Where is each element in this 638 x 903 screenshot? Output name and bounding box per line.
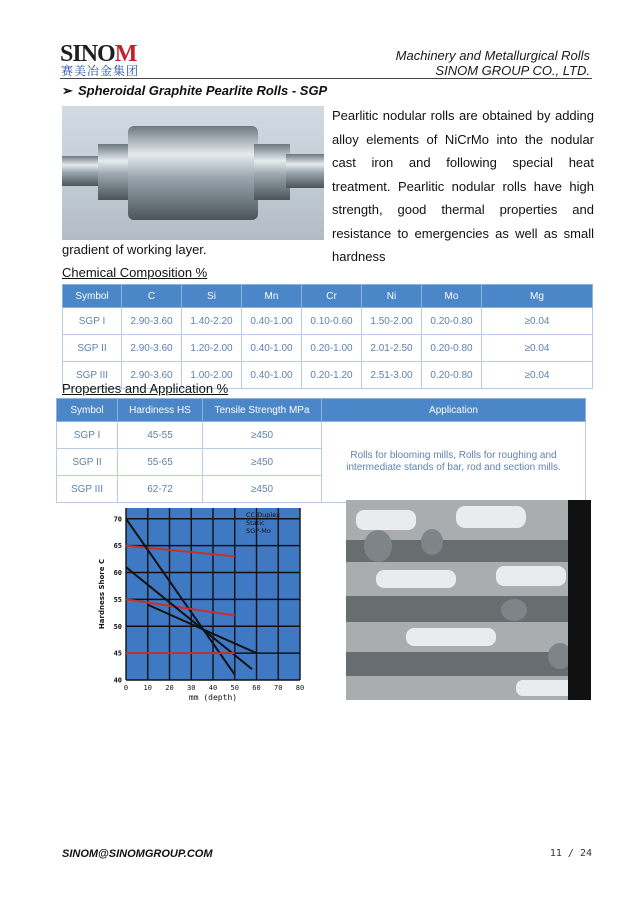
column-header: Application bbox=[322, 399, 586, 422]
column-header: C bbox=[122, 285, 182, 308]
y-tick-label: 65 bbox=[113, 542, 122, 551]
hardness-chart bbox=[96, 498, 308, 710]
footer-email: SINOM@SINOMGROUP.COM bbox=[62, 848, 213, 860]
header-company-info bbox=[396, 48, 590, 78]
logo-text-b: M bbox=[114, 41, 137, 67]
table-header-row bbox=[57, 399, 586, 422]
x-tick-label: 80 bbox=[295, 684, 305, 692]
table-row bbox=[63, 308, 593, 335]
table-cell: ≥0.04 bbox=[482, 308, 593, 335]
x-tick-label: 70 bbox=[274, 684, 283, 692]
x-axis-label: mm (depth) bbox=[188, 693, 238, 702]
column-header: Hardiness HS bbox=[118, 399, 203, 422]
x-tick-label: 20 bbox=[165, 684, 174, 692]
y-tick-label: 50 bbox=[113, 622, 122, 631]
column-header: Symbol bbox=[57, 399, 118, 422]
application-cell: Rolls for blooming mills, Rolls for roughing and intermediate stands of bar, rod and section mills. bbox=[322, 422, 586, 503]
table-cell: SGP I bbox=[57, 422, 118, 449]
legend-label: CC Duplex bbox=[246, 511, 280, 519]
description-paragraph: Pearlitic nodular rolls are obtained by adding alloy elements of NiCrMo into the nodular cast iron and following special heat treatment. Pearlitic nodular rolls have high strength, good thermal properties and resistance to emergencies as well as small hardness bbox=[332, 108, 594, 264]
x-tick-label: 30 bbox=[187, 684, 196, 692]
table-cell: SGP I bbox=[63, 308, 122, 335]
chemical-table bbox=[62, 284, 593, 389]
table-cell: ≥450 bbox=[203, 476, 322, 503]
y-tick-label: 40 bbox=[113, 676, 122, 685]
column-header: Si bbox=[182, 285, 242, 308]
table-row bbox=[57, 422, 586, 449]
table-cell: 2.90-3.60 bbox=[122, 362, 182, 389]
y-axis-label: Hardness Shore C bbox=[98, 558, 106, 630]
table-cell: 0.40-1.00 bbox=[242, 308, 302, 335]
table-cell: 45-55 bbox=[118, 422, 203, 449]
company-logo bbox=[60, 42, 136, 66]
table-cell: 0.10-0.60 bbox=[302, 308, 362, 335]
table-cell: 0.20-0.80 bbox=[422, 335, 482, 362]
table-cell: 0.40-1.00 bbox=[242, 362, 302, 389]
x-tick-label: 0 bbox=[123, 684, 129, 692]
description-paragraph-tail: gradient of working layer. bbox=[62, 242, 207, 257]
section-title bbox=[62, 83, 327, 99]
table-row bbox=[63, 335, 593, 362]
header-line-1: Machinery and Metallurgical Rolls bbox=[395, 48, 590, 63]
column-header: Mo bbox=[422, 285, 482, 308]
microstructure-photo bbox=[346, 500, 591, 700]
table-cell: 1.40-2.20 bbox=[182, 308, 242, 335]
header-line-2: SINOM GROUP CO., LTD. bbox=[435, 63, 590, 78]
y-tick-label: 60 bbox=[113, 569, 122, 577]
section-title-text: Spheroidal Graphite Pearlite Rolls - SGP bbox=[78, 83, 328, 98]
table-cell: 1.00-2.00 bbox=[182, 362, 242, 389]
legend-label: SGP-Mo bbox=[246, 527, 271, 535]
chemical-heading: Chemical Composition % bbox=[62, 265, 208, 280]
table-cell: 0.20-0.80 bbox=[422, 362, 482, 389]
column-header: Symbol bbox=[63, 285, 122, 308]
x-tick-label: 10 bbox=[143, 684, 152, 692]
table-cell: SGP II bbox=[57, 449, 118, 476]
table-cell: 55-65 bbox=[118, 449, 203, 476]
x-tick-label: 40 bbox=[208, 684, 218, 692]
table-cell: 1.50-2.00 bbox=[362, 308, 422, 335]
y-tick-label: 45 bbox=[113, 649, 122, 658]
logo-chinese-text: 赛美冶金集团 bbox=[61, 64, 140, 78]
column-header: Cr bbox=[302, 285, 362, 308]
table-cell: ≥0.04 bbox=[482, 362, 593, 389]
column-header: Mn bbox=[242, 285, 302, 308]
table-cell: 2.90-3.60 bbox=[122, 308, 182, 335]
table-cell: SGP II bbox=[63, 335, 122, 362]
hardness-chart-svg bbox=[96, 498, 308, 710]
table-cell: 1.20-2.00 bbox=[182, 335, 242, 362]
column-header: Tensile Strength MPa bbox=[203, 399, 322, 422]
y-tick-label: 55 bbox=[113, 595, 122, 604]
table-cell: 0.40-1.00 bbox=[242, 335, 302, 362]
table-cell: 2.51-3.00 bbox=[362, 362, 422, 389]
column-header: Ni bbox=[362, 285, 422, 308]
table-cell: 62-72 bbox=[118, 476, 203, 503]
table-cell: SGP III bbox=[57, 476, 118, 503]
column-header: Mg bbox=[482, 285, 593, 308]
table-cell: SGP III bbox=[63, 362, 122, 389]
x-tick-label: 60 bbox=[252, 684, 261, 692]
table-cell: 0.20-1.20 bbox=[302, 362, 362, 389]
page-number: 11 / 24 bbox=[549, 848, 592, 859]
roll-photo bbox=[62, 106, 324, 240]
table-cell: ≥450 bbox=[203, 422, 322, 449]
logo-text-a: SINO bbox=[60, 41, 115, 67]
table-cell: 2.01-2.50 bbox=[362, 335, 422, 362]
properties-table bbox=[56, 398, 586, 503]
table-cell: 2.90-3.60 bbox=[122, 335, 182, 362]
x-tick-label: 50 bbox=[230, 684, 239, 692]
y-tick-label: 70 bbox=[113, 515, 122, 524]
table-header-row bbox=[63, 285, 593, 308]
table-cell: ≥450 bbox=[203, 449, 322, 476]
table-cell: 0.20-1.00 bbox=[302, 335, 362, 362]
table-cell: ≥0.04 bbox=[482, 335, 593, 362]
arrow-bullet-icon: ➢ bbox=[62, 83, 73, 98]
header-divider bbox=[60, 78, 592, 79]
table-cell: 0.20-0.80 bbox=[422, 308, 482, 335]
legend-label: Static bbox=[246, 519, 265, 527]
properties-heading: Properties and Application % bbox=[62, 381, 229, 396]
